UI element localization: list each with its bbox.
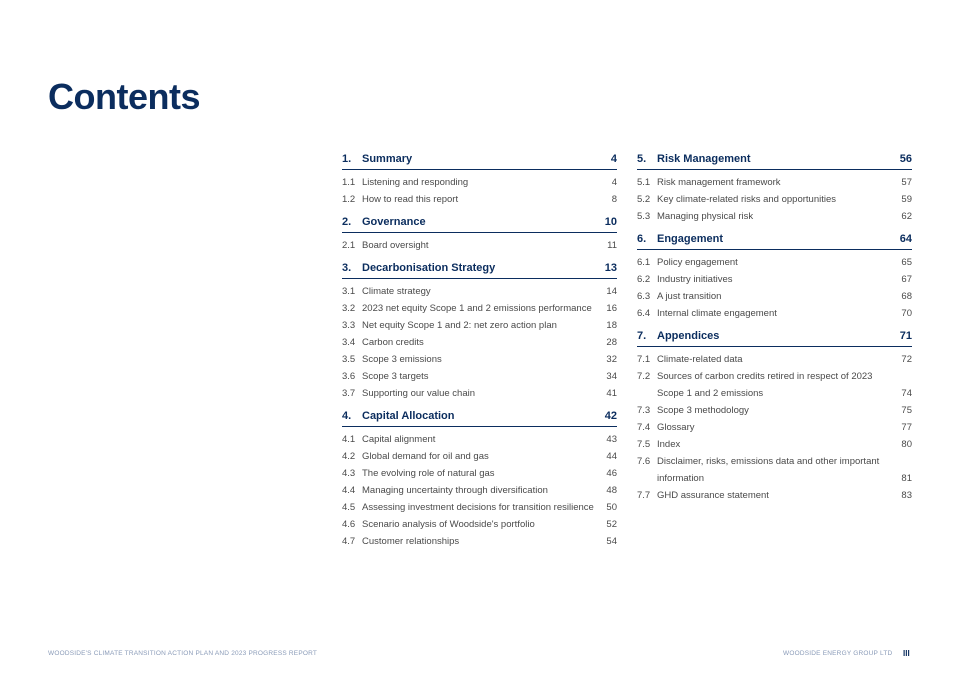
entry-title: Board oversight xyxy=(362,240,429,251)
entry-page-number: 68 xyxy=(901,291,912,302)
entry-page-number: 8 xyxy=(611,194,617,205)
toc-entry[interactable] xyxy=(637,288,912,305)
section-title: Appendices xyxy=(657,330,720,342)
entry-title: Disclaimer, risks, emissions data and other important information xyxy=(657,456,880,484)
entry-title: Carbon credits xyxy=(362,337,424,348)
entry-page-number: 74 xyxy=(901,388,912,399)
section-title: Capital Allocation xyxy=(362,410,455,422)
entry-page-number: 52 xyxy=(606,519,617,530)
toc-section xyxy=(637,233,912,322)
toc-section xyxy=(637,153,912,225)
toc-entry[interactable] xyxy=(342,533,617,550)
toc-section xyxy=(342,216,617,254)
entry-number: 7.3 xyxy=(637,405,651,416)
toc-entry[interactable] xyxy=(637,402,912,419)
entry-number: 3.2 xyxy=(342,303,356,314)
entry-number: 1.1 xyxy=(342,177,356,188)
toc-entry[interactable] xyxy=(637,191,912,208)
entry-title: Risk management framework xyxy=(657,177,781,188)
section-heading[interactable] xyxy=(342,216,617,233)
footer-page-number: III xyxy=(903,649,910,658)
toc-entry[interactable] xyxy=(342,516,617,533)
entry-page-number: 80 xyxy=(901,439,912,450)
entry-page-number: 57 xyxy=(901,177,912,188)
entry-title: Global demand for oil and gas xyxy=(362,451,489,462)
entry-number: 6.1 xyxy=(637,257,651,268)
entry-title: Managing uncertainty through diversification xyxy=(362,485,548,496)
entry-title: Policy engagement xyxy=(657,257,738,268)
entry-number: 3.3 xyxy=(342,320,356,331)
entry-page-number: 34 xyxy=(606,371,617,382)
toc-entry[interactable] xyxy=(637,487,912,504)
entry-title: Net equity Scope 1 and 2: net zero action plan xyxy=(362,320,557,331)
toc-entry[interactable] xyxy=(637,174,912,191)
entry-page-number: 67 xyxy=(901,274,912,285)
entry-number: 4.7 xyxy=(342,536,356,547)
entry-number: 6.2 xyxy=(637,274,651,285)
toc-column-right xyxy=(637,153,912,512)
entry-number: 4.6 xyxy=(342,519,356,530)
section-title: Engagement xyxy=(657,233,724,245)
toc-section xyxy=(637,330,912,504)
entry-page-number: 70 xyxy=(901,308,912,319)
entry-number: 7.7 xyxy=(637,490,651,501)
entry-page-number: 46 xyxy=(606,468,617,479)
section-page-number: 13 xyxy=(604,262,617,274)
entry-page-number: 16 xyxy=(606,303,617,314)
entry-title: Climate strategy xyxy=(362,286,431,297)
entry-page-number: 50 xyxy=(606,502,617,513)
entry-number: 5.3 xyxy=(637,211,651,222)
entry-page-number: 62 xyxy=(901,211,912,222)
entry-number: 5.1 xyxy=(637,177,651,188)
entry-title: Assessing investment decisions for transition resilience xyxy=(362,502,594,513)
toc-entry[interactable] xyxy=(342,368,617,385)
entry-number: 4.3 xyxy=(342,468,356,479)
entry-page-number: 18 xyxy=(606,320,617,331)
entry-number: 6.4 xyxy=(637,308,651,319)
entry-title: Scope 3 emissions xyxy=(362,354,442,365)
entry-title: Sources of carbon credits retired in respect of 2023 Scope 1 and 2 emissions xyxy=(657,371,873,399)
entry-number: 5.2 xyxy=(637,194,651,205)
entry-title: Customer relationships xyxy=(362,536,460,547)
entry-number: 7.5 xyxy=(637,439,651,450)
toc-entry[interactable] xyxy=(637,208,912,225)
entry-number: 3.4 xyxy=(342,337,356,348)
entry-number: 3.5 xyxy=(342,354,356,365)
section-title: Summary xyxy=(362,153,413,165)
section-heading[interactable] xyxy=(342,262,617,279)
entry-number: 3.1 xyxy=(342,286,356,297)
entry-title: Supporting our value chain xyxy=(362,388,476,399)
toc-section xyxy=(342,410,617,550)
entry-title: Managing physical risk xyxy=(657,211,754,222)
section-number: 7. xyxy=(637,330,647,342)
entry-title: Internal climate engagement xyxy=(657,308,777,319)
entry-number: 3.6 xyxy=(342,371,356,382)
entry-title: A just transition xyxy=(657,291,722,302)
toc-entry[interactable] xyxy=(342,237,617,254)
entry-title: Scenario analysis of Woodside's portfolio xyxy=(362,519,535,530)
entry-title: The evolving role of natural gas xyxy=(362,468,495,479)
toc-entry[interactable] xyxy=(342,499,617,516)
entry-number: 7.1 xyxy=(637,354,651,365)
section-page-number: 4 xyxy=(610,153,617,165)
entry-title: Scope 3 targets xyxy=(362,371,429,382)
entry-number: 6.3 xyxy=(637,291,651,302)
section-number: 6. xyxy=(637,233,647,245)
section-title: Decarbonisation Strategy xyxy=(362,262,496,274)
section-number: 4. xyxy=(342,410,352,422)
entry-number: 4.1 xyxy=(342,434,356,445)
toc-entry[interactable] xyxy=(342,465,617,482)
entry-page-number: 48 xyxy=(606,485,617,496)
entry-title: Capital alignment xyxy=(362,434,436,445)
entry-number: 4.5 xyxy=(342,502,356,513)
toc-entry[interactable] xyxy=(637,453,912,487)
entry-page-number: 72 xyxy=(901,354,912,365)
toc-entry[interactable] xyxy=(342,351,617,368)
toc-entry[interactable] xyxy=(637,305,912,322)
toc-entry[interactable] xyxy=(637,271,912,288)
entry-page-number: 75 xyxy=(901,405,912,416)
section-page-number: 64 xyxy=(899,233,912,245)
entry-page-number: 28 xyxy=(606,337,617,348)
entry-page-number: 77 xyxy=(901,422,912,433)
entry-page-number: 14 xyxy=(606,286,617,297)
entry-number: 7.2 xyxy=(637,371,651,382)
section-page-number: 56 xyxy=(899,153,912,165)
entry-title: 2023 net equity Scope 1 and 2 emissions performance xyxy=(362,303,592,314)
section-heading[interactable] xyxy=(637,153,912,170)
toc-entry[interactable] xyxy=(342,385,617,402)
section-heading[interactable] xyxy=(637,330,912,347)
toc-entry[interactable] xyxy=(342,300,617,317)
section-page-number: 71 xyxy=(899,330,912,342)
section-title: Risk Management xyxy=(657,153,751,165)
entry-page-number: 41 xyxy=(606,388,617,399)
entry-page-number: 4 xyxy=(611,177,617,188)
entry-page-number: 11 xyxy=(607,240,617,251)
toc-section xyxy=(342,153,617,208)
toc-entry[interactable] xyxy=(342,334,617,351)
entry-title: Industry initiatives xyxy=(657,274,733,285)
entry-page-number: 32 xyxy=(606,354,617,365)
entry-title: GHD assurance statement xyxy=(657,490,769,501)
page-title: Contents xyxy=(48,76,200,117)
toc-entry[interactable] xyxy=(342,482,617,499)
toc-entry[interactable] xyxy=(637,368,912,402)
entry-page-number: 83 xyxy=(901,490,912,501)
toc-entry[interactable] xyxy=(342,317,617,334)
section-page-number: 10 xyxy=(604,216,617,228)
entry-number: 2.1 xyxy=(342,240,356,251)
toc-section xyxy=(342,262,617,402)
entry-number: 4.2 xyxy=(342,451,356,462)
section-title: Governance xyxy=(362,216,426,228)
section-number: 2. xyxy=(342,216,352,228)
toc-column-left xyxy=(342,153,617,558)
entry-page-number: 54 xyxy=(606,536,617,547)
entry-number: 4.4 xyxy=(342,485,356,496)
entry-title: How to read this report xyxy=(362,194,459,205)
entry-page-number: 59 xyxy=(901,194,912,205)
toc-entry[interactable] xyxy=(637,419,912,436)
entry-title: Glossary xyxy=(657,422,695,433)
toc-entry[interactable] xyxy=(637,351,912,368)
entry-number: 3.7 xyxy=(342,388,356,399)
section-heading[interactable] xyxy=(342,410,617,427)
section-number: 5. xyxy=(637,153,647,165)
toc-entry[interactable] xyxy=(637,436,912,453)
toc-entry[interactable] xyxy=(342,431,617,448)
toc-entry[interactable] xyxy=(342,283,617,300)
toc-entry[interactable] xyxy=(342,191,617,208)
section-heading[interactable] xyxy=(342,153,617,170)
section-number: 1. xyxy=(342,153,352,165)
entry-page-number: 44 xyxy=(606,451,617,462)
entry-number: 7.6 xyxy=(637,456,651,467)
section-number: 3. xyxy=(342,262,352,274)
entry-title: Climate-related data xyxy=(657,354,743,365)
footer-report-title: WOODSIDE'S CLIMATE TRANSITION ACTION PLAN AND 2023 PROGRESS REPORT xyxy=(48,650,318,657)
entry-title: Key climate-related risks and opportunities xyxy=(657,194,837,205)
toc-entry[interactable] xyxy=(637,254,912,271)
toc-entry[interactable] xyxy=(342,448,617,465)
entry-page-number: 81 xyxy=(901,473,912,484)
section-page-number: 42 xyxy=(604,410,617,422)
entry-page-number: 65 xyxy=(901,257,912,268)
entry-title: Scope 3 methodology xyxy=(657,405,749,416)
section-heading[interactable] xyxy=(637,233,912,250)
entry-title: Listening and responding xyxy=(362,177,469,188)
entry-number: 7.4 xyxy=(637,422,651,433)
entry-title: Index xyxy=(657,439,681,450)
entry-number: 1.2 xyxy=(342,194,356,205)
entry-page-number: 43 xyxy=(606,434,617,445)
toc-entry[interactable] xyxy=(342,174,617,191)
footer-company: WOODSIDE ENERGY GROUP LTD xyxy=(783,650,893,657)
